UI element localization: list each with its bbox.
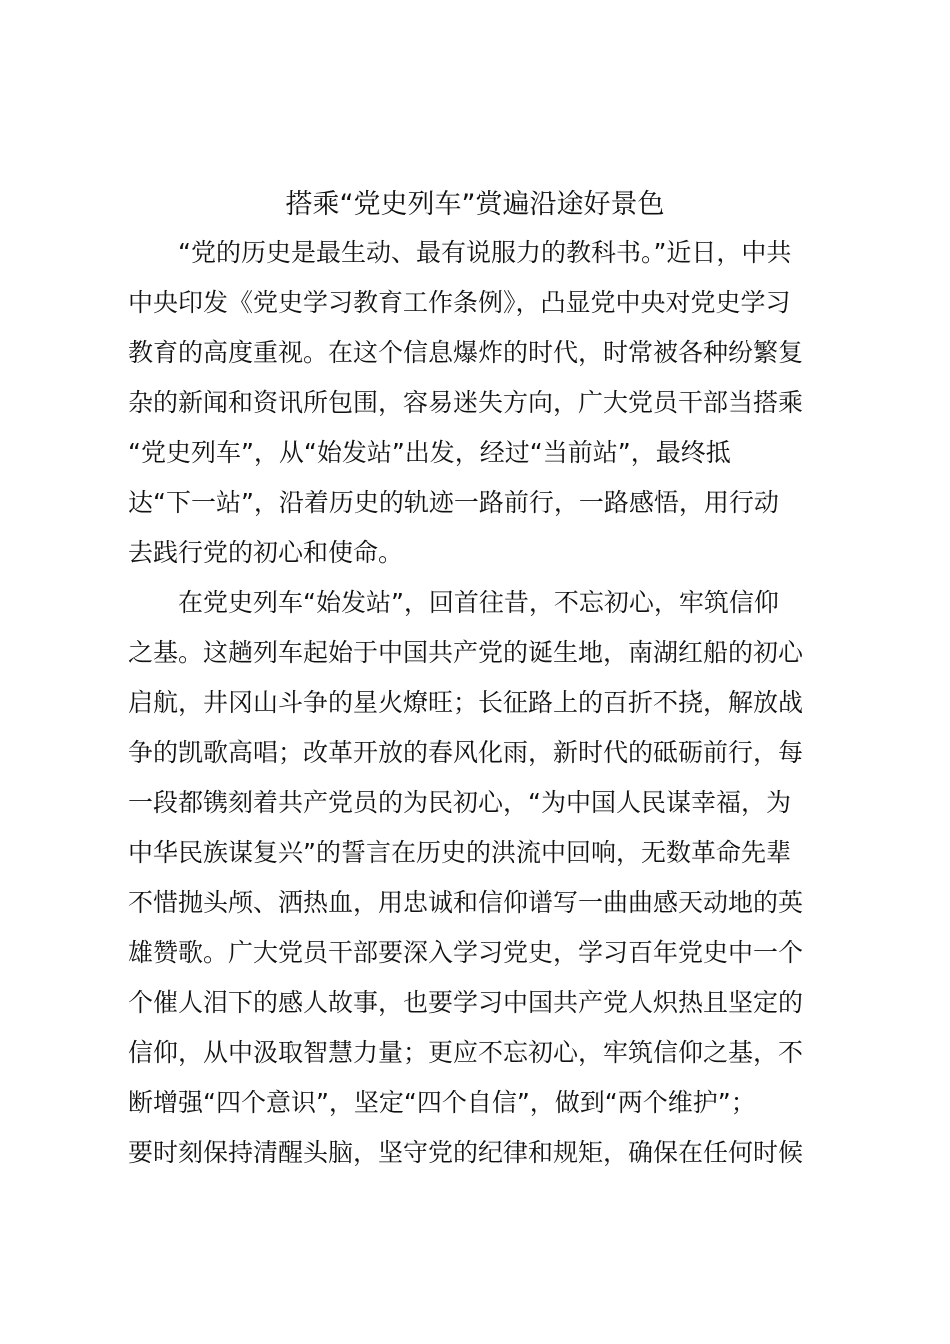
- paragraph-line: 不惜抛头颅、洒热血，用忠诚和信仰谱写一曲曲感天动地的英: [128, 888, 804, 917]
- paragraph-line: 信仰，从中汲取智慧力量；更应不忘初心，牢筑信仰之基，不: [128, 1038, 804, 1067]
- article-body: [128, 228, 838, 1178]
- paragraph-line: 教育的高度重视。在这个信息爆炸的时代，时常被各种纷繁复: [128, 338, 804, 367]
- paragraph-line: 之基。这趟列车起始于中国共产党的诞生地，南湖红船的初心: [128, 638, 804, 667]
- paragraph-line: 在党史列车“始发站”，回首往昔，不忘初心，牢筑信仰: [178, 588, 779, 617]
- paragraph-line: 中央印发《党史学习教育工作条例》，凸显党中央对党史学习: [128, 288, 791, 317]
- paragraph-line: 断增强“四个意识”，坚定“四个自信”，做到“两个维护”；: [128, 1088, 756, 1117]
- paragraph-line: 启航，井冈山斗争的星火燎旺；长征路上的百折不挠，解放战: [128, 688, 804, 717]
- paragraph-line: “党史列车”，从“始发站”出发，经过“当前站”，最终抵: [128, 438, 731, 467]
- article-title: 搭乘“党史列车”赏遍沿途好景色: [285, 189, 665, 220]
- paragraph-line: 达“下一站”，沿着历史的轨迹一路前行，一路感悟，用行动: [128, 488, 779, 517]
- paragraph-line: 去践行党的初心和使命。: [128, 538, 404, 567]
- paragraph-line: 争的凯歌高唱；改革开放的春风化雨，新时代的砥砺前行，每: [128, 738, 804, 767]
- paragraph-2: [128, 578, 838, 1178]
- paragraph-1: [128, 228, 838, 578]
- paragraph-line: 雄赞歌。广大党员干部要深入学习党史，学习百年党史中一个: [128, 938, 804, 967]
- paragraph-line: 一段都镌刻着共产党员的为民初心，“为中国人民谋幸福，为: [128, 788, 791, 817]
- paragraph-line: “党的历史是最生动、最有说服力的教科书。”近日，中共: [178, 238, 792, 267]
- paragraph-line: 杂的新闻和资讯所包围，容易迷失方向，广大党员干部当搭乘: [128, 388, 804, 417]
- paragraph-line: 要时刻保持清醒头脑，坚守党的纪律和规矩，确保在任何时候: [128, 1138, 804, 1167]
- paragraph-line: 个催人泪下的感人故事，也要学习中国共产党人炽热且坚定的: [128, 988, 804, 1017]
- paragraph-line: 中华民族谋复兴”的誓言在历史的洪流中回响，无数革命先辈: [128, 838, 791, 867]
